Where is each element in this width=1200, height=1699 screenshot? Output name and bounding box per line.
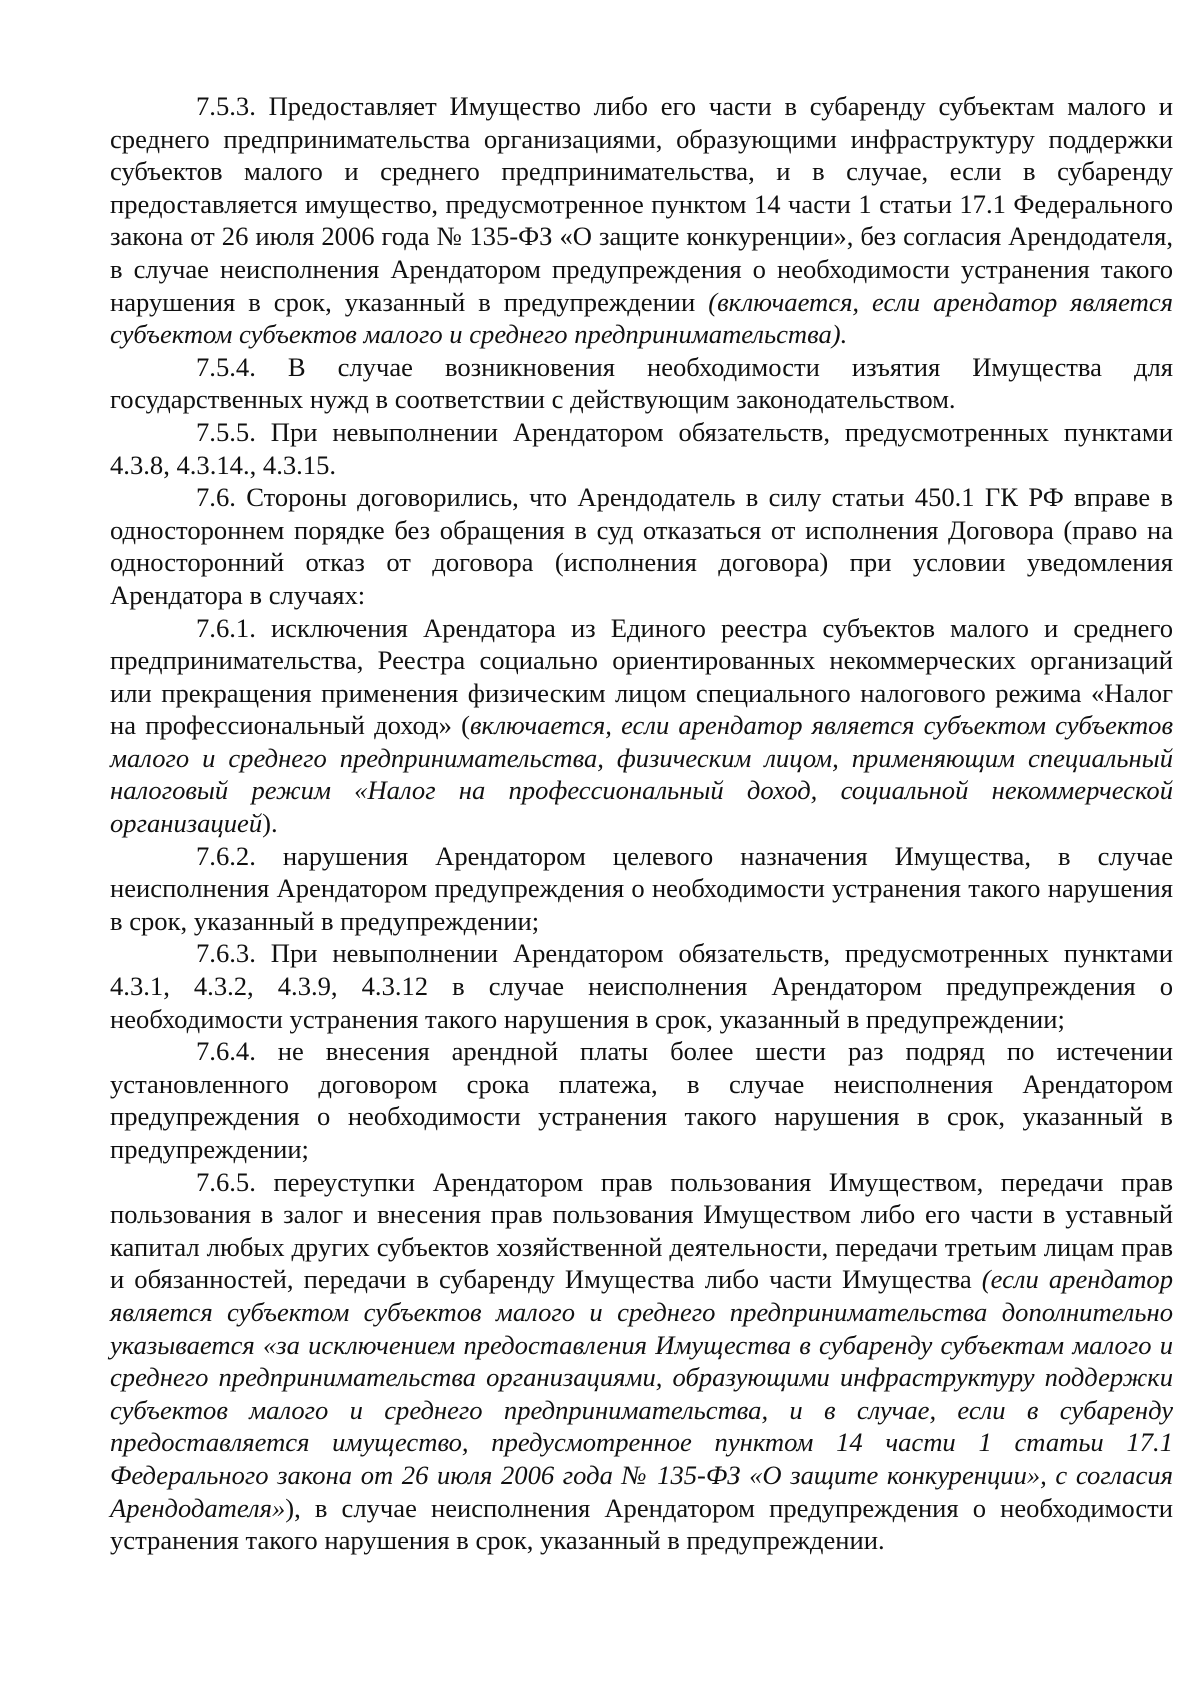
paragraph-text: 7.6.1. исключения Арендатора из Единого реестра субъектов малого и среднего предпринимательства, Реестра социально ориентированных некоммерческих организаций или прекращения применения физическим лицом специального налогового режима «Налог на профессиональный доход» ( bbox=[110, 612, 1173, 741]
paragraph-text-italic: (включается, если арендатор является субъектом субъектов малого и среднего предпринимательства). bbox=[110, 286, 1173, 350]
paragraph-7-6-5 bbox=[110, 1166, 1173, 1557]
paragraph-text: 7.6.4. не внесения арендной платы более шести раз подряд по истечении установленного договором срока платежа, в случае неисполнения Арендатором предупреждения о необходимости устранения такого нарушения в срок, указанный в предупреждении; bbox=[110, 1036, 1173, 1164]
paragraph-text: 7.5.3. Предоставляет Имущество либо его части в субаренду субъектам малого и среднего предпринимательства организациями, образующими инфраструктуру поддержки субъектов малого и среднего предпринимательства, и в случае, если в субаренду предоставляется имущество, предусмотренное пунктом 14 части 1 статьи 17.1 Федерального закона от 26 июля 2006 года № 135-ФЗ «О защите конкуренции», без согласия Арендодателя, в случае неисполнения Арендатором предупреждения о необходимости устранения такого нарушения в срок, указанный в предупреждении bbox=[110, 91, 1173, 317]
paragraph-7-6-4 bbox=[110, 1035, 1173, 1165]
paragraph-text-italic: включается, если арендатор является субъектом субъектов малого и среднего предпринимательства, физическим лицом, применяющим специальный налоговый режим «Налог на профессиональный доход, социальной некоммерческой организацией bbox=[110, 710, 1174, 839]
document-page bbox=[110, 90, 1173, 1557]
paragraph-7-6-3 bbox=[110, 937, 1173, 1035]
paragraph-7-6 bbox=[110, 481, 1173, 611]
paragraph-text: 7.6. Стороны договорились, что Арендодатель в силу статьи 450.1 ГК РФ вправе в одностороннем порядке без обращения в суд отказаться от исполнения Договора (право на односторонний отказ от договора (исполнения договора) при условии уведомления Арендатора в случаях: bbox=[110, 482, 1173, 610]
paragraph-7-6-1 bbox=[110, 612, 1173, 840]
paragraph-7-5-4 bbox=[110, 351, 1173, 416]
paragraph-text: 7.6.3. При невыполнении Арендатором обязательств, предусмотренных пунктами 4.3.1, 4.3.2, 4.3.9, 4.3.12 в случае неисполнения Арендатором предупреждения о необходимости устранения такого нарушения в срок, указанный в предупреждении; bbox=[110, 938, 1173, 1034]
paragraph-text: ), в случае неисполнения Арендатором предупреждения о необходимости устранения такого нарушения в срок, указанный в предупреждении. bbox=[110, 1492, 1173, 1556]
paragraph-text: 7.5.5. При невыполнении Арендатором обязательств, предусмотренных пунктами 4.3.8, 4.3.14., 4.3.15. bbox=[110, 416, 1173, 480]
paragraph-text-italic: (если арендатор является субъектом субъектов малого и среднего предпринимательства дополнительно указывается «за исключением предоставления Имущества в субаренду субъектам малого и среднего предпринимательства организациями, образующими инфраструктуру поддержки субъектов малого и среднего предпринимательства, и в случае, если в субаренду предоставляется имущество, предусмотренное пунктом 14 части 1 статьи 17.1 Федерального закона от 26 июля 2006 года № 135-ФЗ «О защите конкуренции», с согласия Арендодателя» bbox=[110, 1264, 1173, 1523]
paragraph-7-5-5 bbox=[110, 416, 1173, 481]
paragraph-7-5-3 bbox=[110, 90, 1173, 351]
paragraph-text: 7.5.4. В случае возникновения необходимости изъятия Имущества для государственных нужд в соответствии с действующим законодательством. bbox=[110, 351, 1173, 415]
paragraph-7-6-2 bbox=[110, 840, 1173, 938]
paragraph-text: ). bbox=[262, 808, 278, 839]
paragraph-text: 7.6.2. нарушения Арендатором целевого назначения Имущества, в случае неисполнения Арендатором предупреждения о необходимости устранения такого нарушения в срок, указанный в предупреждении; bbox=[110, 840, 1173, 936]
paragraph-text: 7.6.5. переуступки Арендатором прав пользования Имуществом, передачи прав пользования в залог и внесения прав пользования Имуществом либо его части в уставный капитал любых других субъектов хозяйственной деятельности, передачи третьим лицам прав и обязанностей, передачи в субаренду Имущества либо части Имущества bbox=[110, 1166, 1173, 1295]
